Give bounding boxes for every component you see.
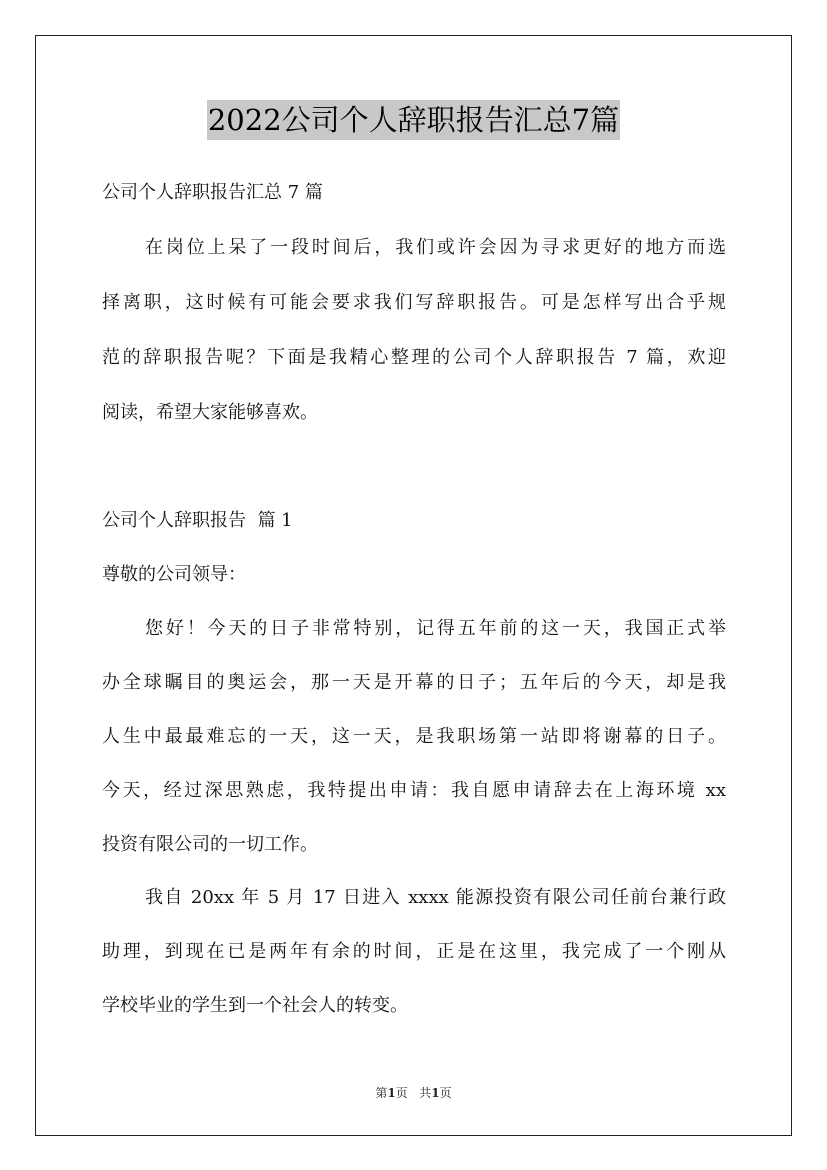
section-heading: 公司个人辞职报告 篇 1: [102, 510, 293, 531]
footer-total-suffix: 页: [439, 1086, 452, 1100]
para2-line-1: 我自 20xx 年 5 月 17 日进入 xxxx 能源投资有限公司任前台兼行政: [145, 887, 726, 908]
para1-line-2: 办全球瞩目的奥运会，那一天是开幕的日子；五年后的今天，却是我: [102, 672, 726, 693]
para1-line-4: 今天，经过深思熟虑，我特提出申请：我自愿申请辞去在上海环境 xx: [102, 780, 726, 801]
para2-line-2: 助理，到现在已是两年有余的时间，正是在这里，我完成了一个刚从: [102, 941, 726, 962]
intro-line-3: 范的辞职报告呢？下面是我精心整理的公司个人辞职报告 7 篇，欢迎: [102, 347, 726, 368]
footer-page-prefix: 第: [375, 1086, 388, 1100]
salutation: 尊敬的公司领导：: [102, 564, 246, 585]
para1-line-3: 人生中最最难忘的一天，这一天，是我职场第一站即将谢幕的日子。: [102, 726, 726, 747]
footer-page-suffix: 页: [395, 1086, 408, 1100]
subtitle: 公司个人辞职报告汇总 7 篇: [102, 182, 323, 203]
footer-page-number: 1: [387, 1086, 396, 1100]
footer-total-prefix: 共: [419, 1086, 432, 1100]
intro-line-2: 择离职，这时候有可能会要求我们写辞职报告。可是怎样写出合乎规: [102, 292, 726, 313]
footer-total-number: 1: [431, 1086, 440, 1100]
para1-line-5: 投资有限公司的一切工作。: [102, 834, 318, 855]
document-title: 2022公司个人辞职报告汇总7篇: [207, 100, 620, 140]
para1-line-1: 您好！今天的日子非常特别，记得五年前的这一天，我国正式举: [145, 618, 726, 639]
intro-line-1: 在岗位上呆了一段时间后，我们或许会因为寻求更好的地方而选: [145, 237, 726, 258]
para2-line-3: 学校毕业的学生到一个社会人的转变。: [102, 995, 408, 1016]
intro-line-4: 阅读，希望大家能够喜欢。: [102, 402, 318, 423]
title-container: [0, 100, 827, 140]
page-footer: [0, 1084, 827, 1101]
